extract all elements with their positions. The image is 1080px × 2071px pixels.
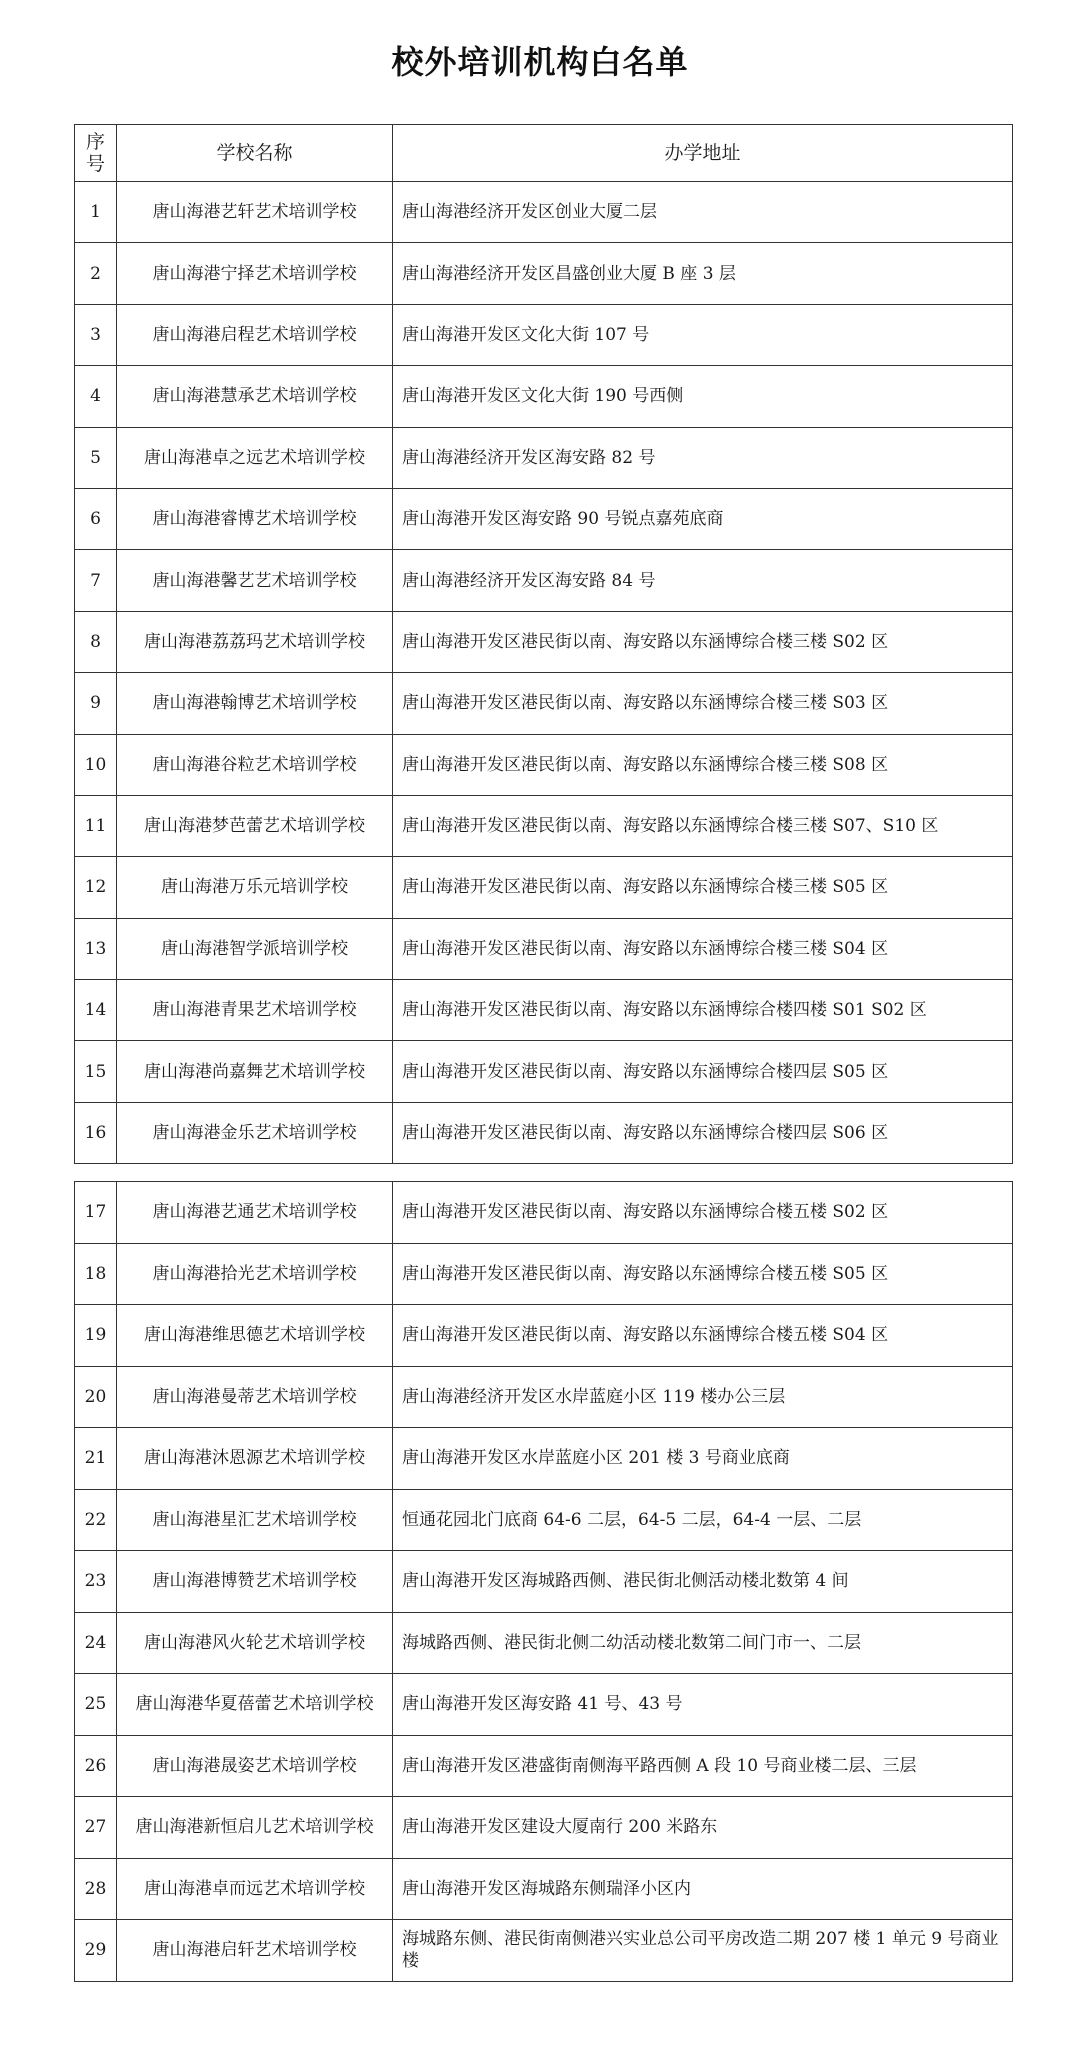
school-name: 唐山海港曼蒂艺术培训学校	[117, 1366, 393, 1428]
table-row	[75, 1102, 1013, 1163]
row-index: 27	[75, 1797, 117, 1859]
school-name: 唐山海港新恒启儿艺术培训学校	[117, 1797, 393, 1859]
school-name: 唐山海港荔荔玛艺术培训学校	[117, 611, 393, 672]
school-address: 唐山海港开发区港民街以南、海安路以东涵博综合楼三楼 S02 区	[393, 611, 1013, 672]
table-row	[75, 1674, 1013, 1736]
row-index: 16	[75, 1102, 117, 1163]
school-address: 唐山海港开发区建设大厦南行 200 米路东	[393, 1797, 1013, 1859]
row-index: 21	[75, 1428, 117, 1490]
table-row	[75, 1041, 1013, 1102]
school-name: 唐山海港梦芭蕾艺术培训学校	[117, 795, 393, 856]
school-name: 唐山海港拾光艺术培训学校	[117, 1243, 393, 1305]
column-header-index: 序号	[75, 125, 117, 182]
column-header-school-name: 学校名称	[117, 125, 393, 182]
column-header-address: 办学地址	[393, 125, 1013, 182]
school-name: 唐山海港谷粒艺术培训学校	[117, 734, 393, 795]
table-row	[75, 1366, 1013, 1428]
school-address: 唐山海港开发区水岸蓝庭小区 201 楼 3 号商业底商	[393, 1428, 1013, 1490]
school-address: 唐山海港开发区港民街以南、海安路以东涵博综合楼五楼 S05 区	[393, 1243, 1013, 1305]
row-index: 14	[75, 980, 117, 1041]
school-name: 唐山海港晟姿艺术培训学校	[117, 1735, 393, 1797]
school-name: 唐山海港睿博艺术培训学校	[117, 488, 393, 549]
school-address: 唐山海港开发区港盛街南侧海平路西侧 A 段 10 号商业楼二层、三层	[393, 1735, 1013, 1797]
table-row	[75, 980, 1013, 1041]
table-row	[75, 1858, 1013, 1920]
row-index: 12	[75, 857, 117, 918]
school-name: 唐山海港维思德艺术培训学校	[117, 1305, 393, 1367]
table-row	[75, 1243, 1013, 1305]
row-index: 18	[75, 1243, 117, 1305]
school-name: 唐山海港艺轩艺术培训学校	[117, 182, 393, 243]
table-row	[75, 1428, 1013, 1490]
row-index: 25	[75, 1674, 117, 1736]
table-row	[75, 1305, 1013, 1367]
school-address: 唐山海港经济开发区海安路 82 号	[393, 427, 1013, 488]
school-name: 唐山海港风火轮艺术培训学校	[117, 1612, 393, 1674]
row-index: 5	[75, 427, 117, 488]
row-index: 8	[75, 611, 117, 672]
row-index: 4	[75, 366, 117, 427]
row-index: 9	[75, 673, 117, 734]
school-name: 唐山海港艺通艺术培训学校	[117, 1182, 393, 1244]
school-name: 唐山海港启轩艺术培训学校	[117, 1920, 393, 1982]
table-row	[75, 427, 1013, 488]
school-address: 唐山海港经济开发区海安路 84 号	[393, 550, 1013, 611]
school-address: 唐山海港开发区文化大街 107 号	[393, 304, 1013, 365]
school-address: 海城路西侧、港民街北侧二幼活动楼北数第二间门市一、二层	[393, 1612, 1013, 1674]
whitelist-table-part-2	[74, 1181, 1013, 1982]
table-row	[75, 1735, 1013, 1797]
school-address: 唐山海港开发区海安路 90 号锐点嘉苑底商	[393, 488, 1013, 549]
school-address: 唐山海港开发区港民街以南、海安路以东涵博综合楼三楼 S04 区	[393, 918, 1013, 979]
school-address: 海城路东侧、港民街南侧港兴实业总公司平房改造二期 207 楼 1 单元 9 号商业楼	[393, 1920, 1013, 1982]
row-index: 3	[75, 304, 117, 365]
row-index: 29	[75, 1920, 117, 1982]
school-name: 唐山海港青果艺术培训学校	[117, 980, 393, 1041]
row-index: 1	[75, 182, 117, 243]
school-name: 唐山海港宁择艺术培训学校	[117, 243, 393, 304]
school-name: 唐山海港博赞艺术培训学校	[117, 1551, 393, 1613]
row-index: 15	[75, 1041, 117, 1102]
school-address: 唐山海港经济开发区昌盛创业大厦 B 座 3 层	[393, 243, 1013, 304]
table-row	[75, 1920, 1013, 1982]
school-name: 唐山海港卓之远艺术培训学校	[117, 427, 393, 488]
school-name: 唐山海港卓而远艺术培训学校	[117, 1858, 393, 1920]
table-row	[75, 918, 1013, 979]
school-address: 唐山海港开发区港民街以南、海安路以东涵博综合楼三楼 S07、S10 区	[393, 795, 1013, 856]
row-index: 2	[75, 243, 117, 304]
school-address: 唐山海港开发区海城路东侧瑞泽小区内	[393, 1858, 1013, 1920]
row-index: 20	[75, 1366, 117, 1428]
school-name: 唐山海港尚嘉舞艺术培训学校	[117, 1041, 393, 1102]
school-name: 唐山海港馨艺艺术培训学校	[117, 550, 393, 611]
table-row	[75, 366, 1013, 427]
row-index: 19	[75, 1305, 117, 1367]
row-index: 10	[75, 734, 117, 795]
school-address: 唐山海港开发区海安路 41 号、43 号	[393, 1674, 1013, 1736]
school-name: 唐山海港慧承艺术培训学校	[117, 366, 393, 427]
row-index: 13	[75, 918, 117, 979]
school-name: 唐山海港金乐艺术培训学校	[117, 1102, 393, 1163]
table-row	[75, 1182, 1013, 1244]
school-address: 唐山海港开发区港民街以南、海安路以东涵博综合楼三楼 S03 区	[393, 673, 1013, 734]
table-row	[75, 243, 1013, 304]
school-address: 唐山海港开发区港民街以南、海安路以东涵博综合楼五楼 S02 区	[393, 1182, 1013, 1244]
table-row	[75, 488, 1013, 549]
table-row	[75, 611, 1013, 672]
table-row	[75, 1489, 1013, 1551]
school-address: 唐山海港开发区港民街以南、海安路以东涵博综合楼四层 S06 区	[393, 1102, 1013, 1163]
table-row	[75, 673, 1013, 734]
row-index: 7	[75, 550, 117, 611]
table-row	[75, 734, 1013, 795]
school-address: 唐山海港开发区港民街以南、海安路以东涵博综合楼五楼 S04 区	[393, 1305, 1013, 1367]
table-header-row	[75, 125, 1013, 182]
row-index: 24	[75, 1612, 117, 1674]
row-index: 23	[75, 1551, 117, 1613]
row-index: 22	[75, 1489, 117, 1551]
table-row	[75, 795, 1013, 856]
row-index: 26	[75, 1735, 117, 1797]
row-index: 28	[75, 1858, 117, 1920]
table-row	[75, 1797, 1013, 1859]
school-name: 唐山海港启程艺术培训学校	[117, 304, 393, 365]
table-row	[75, 304, 1013, 365]
table-row	[75, 182, 1013, 243]
whitelist-table-part-1	[74, 124, 1013, 1164]
school-address: 唐山海港开发区港民街以南、海安路以东涵博综合楼四楼 S01 S02 区	[393, 980, 1013, 1041]
table-row	[75, 1551, 1013, 1613]
school-address: 唐山海港开发区海城路西侧、港民街北侧活动楼北数第 4 间	[393, 1551, 1013, 1613]
school-name: 唐山海港智学派培训学校	[117, 918, 393, 979]
school-name: 唐山海港星汇艺术培训学校	[117, 1489, 393, 1551]
school-name: 唐山海港沐恩源艺术培训学校	[117, 1428, 393, 1490]
school-address: 唐山海港开发区港民街以南、海安路以东涵博综合楼三楼 S08 区	[393, 734, 1013, 795]
school-address: 恒通花园北门底商 64-6 二层，64-5 二层，64-4 一层、二层	[393, 1489, 1013, 1551]
school-name: 唐山海港华夏蓓蕾艺术培训学校	[117, 1674, 393, 1736]
school-name: 唐山海港翰博艺术培训学校	[117, 673, 393, 734]
school-address: 唐山海港开发区港民街以南、海安路以东涵博综合楼四层 S05 区	[393, 1041, 1013, 1102]
row-index: 17	[75, 1182, 117, 1244]
school-address: 唐山海港经济开发区水岸蓝庭小区 119 楼办公三层	[393, 1366, 1013, 1428]
document-title: 校外培训机构白名单	[391, 43, 689, 81]
row-index: 6	[75, 488, 117, 549]
row-index: 11	[75, 795, 117, 856]
school-name: 唐山海港万乐元培训学校	[117, 857, 393, 918]
table-row	[75, 1612, 1013, 1674]
school-address: 唐山海港开发区港民街以南、海安路以东涵博综合楼三楼 S05 区	[393, 857, 1013, 918]
table-row	[75, 857, 1013, 918]
school-address: 唐山海港开发区文化大街 190 号西侧	[393, 366, 1013, 427]
table-row	[75, 550, 1013, 611]
school-address: 唐山海港经济开发区创业大厦二层	[393, 182, 1013, 243]
